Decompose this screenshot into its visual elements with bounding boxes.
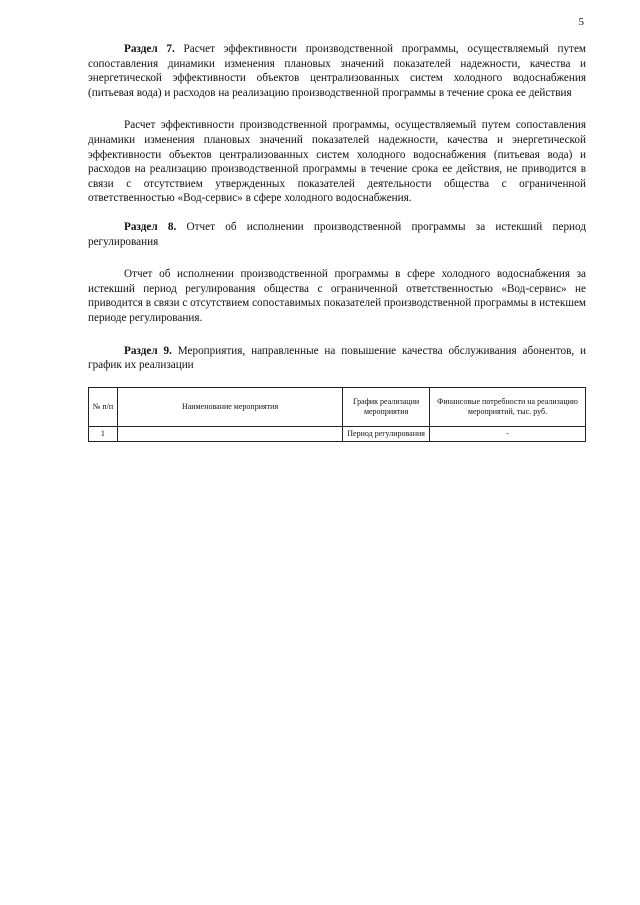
header-number: № п/п [89, 387, 118, 426]
table-row [89, 426, 586, 441]
section-7-heading [88, 42, 586, 100]
section-7-label: Раздел 7. [124, 43, 175, 55]
section-9-title: Мероприятия, направленные на повышение качества обслуживания абонентов, и график их реализации [88, 344, 586, 372]
section-8-title: Отчет об исполнении производственной программы за истекший период регулирования [88, 220, 587, 248]
page-number: 5 [578, 16, 584, 28]
measures-table [88, 387, 586, 442]
section-8-heading [88, 220, 586, 249]
section-7-body: Расчет эффективности производственной программы, осуществляемый путем сопоставления динамики изменения плановых значений показателей надежности, качества и энергетической эффективности объектов централизованных систем холодного водоснабжения (питьевая вода) и расходов на реализацию производственной программы в течение срока ее действия, не приводится в связи с отсутствием утвержденных показателей деятельности общества с ограниченной ответственностью «Вод-сервис» в сфере холодного водоснабжения. [88, 119, 586, 205]
section-9-heading [88, 344, 586, 373]
header-schedule: График реализации мероприятия [343, 387, 430, 426]
header-measure-name: Наименование мероприятия [117, 387, 342, 426]
header-financial-needs: Финансовые потребности на реализацию мероприятий, тыс. руб. [429, 387, 585, 426]
section-8-body: Отчет об исполнении производственной программы в сфере холодного водоснабжения за истекший период регулирования общества с ограниченной ответственностью «Вод-сервис» не приводится в связи с отсутствием сопоставимых показателей производственной программы в истекшем периоде регулирования. [88, 268, 586, 324]
section-9-label: Раздел 9. [124, 344, 172, 357]
table-header-row [89, 387, 586, 426]
cell-measure-name [117, 426, 342, 441]
cell-number: 1 [89, 426, 118, 441]
section-8-label: Раздел 8. [124, 220, 177, 233]
section-7-title: Расчет эффективности производственной программы, осуществляемый путем сопоставления динамики изменения плановых значений показателей надежности, качества и энергетической эффективности объектов централизованных систем холодного водоснабжения (питьевая вода) и расходов на реализацию производственной программы в течение срока ее действия [88, 43, 586, 99]
cell-schedule: Период регулирования [343, 426, 430, 441]
document-content [88, 42, 586, 442]
cell-financial-needs: - [429, 426, 585, 441]
